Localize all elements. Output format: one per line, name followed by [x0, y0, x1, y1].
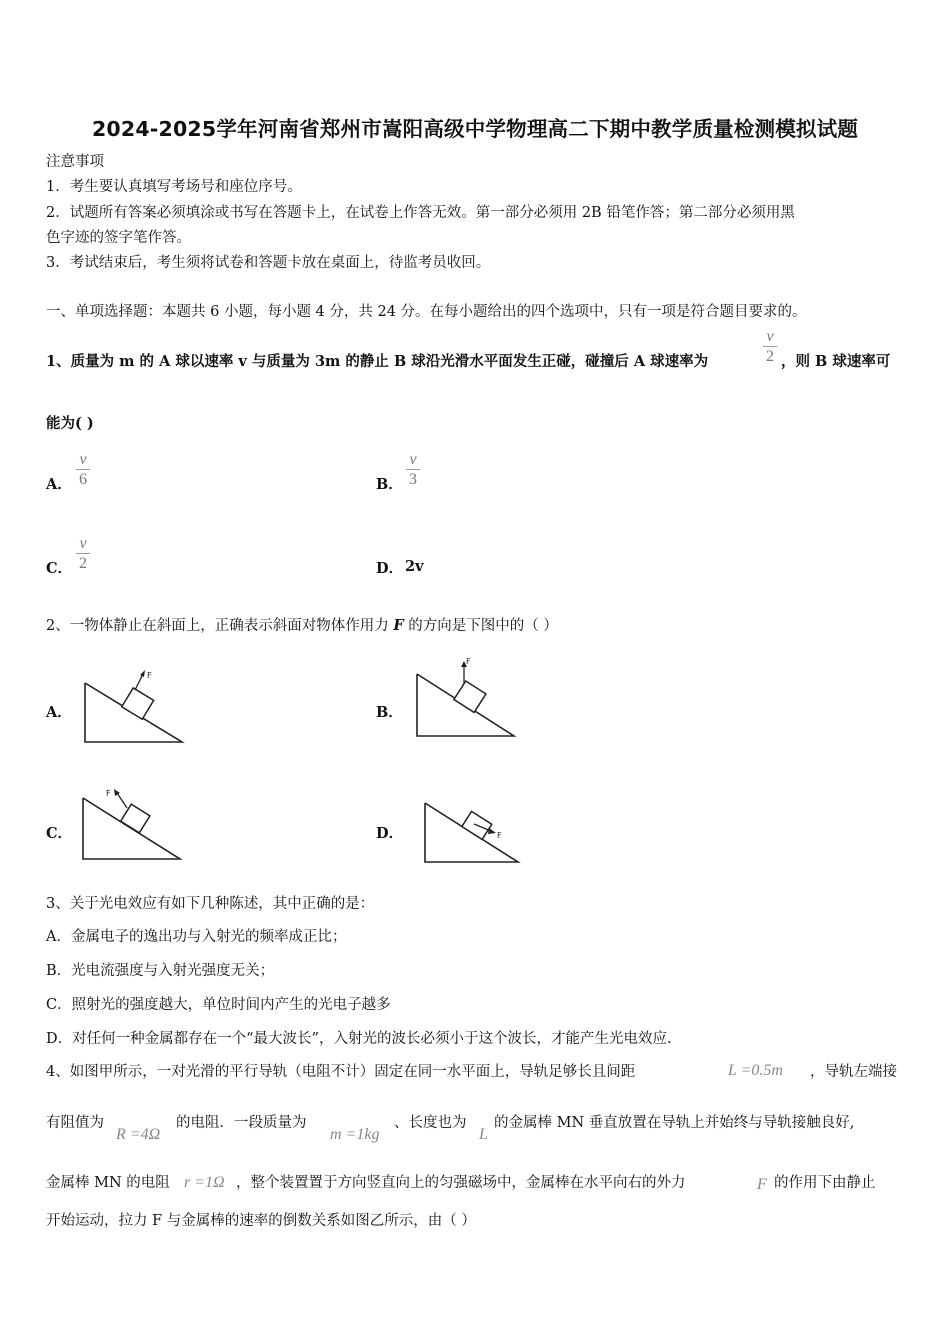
q2-option-d-label: D．	[376, 825, 404, 842]
q4-math-l: L =0.5m	[728, 1062, 783, 1079]
notice-heading: 注意事项	[46, 154, 104, 170]
q3-stem: 3、关于光电效应有如下几种陈述，其中正确的是：	[46, 896, 375, 912]
q4-math-l2: L	[479, 1126, 488, 1143]
q4-line3-part1: 金属棒 MN 的电阻	[46, 1175, 170, 1191]
q1-stem-part1: 1、质量为 m 的 A 球以速率 v 与质量为 3m 的静止 B 球沿光滑水平面发生正碰，碰撞后 A 球速率为	[46, 353, 709, 370]
q2-figure-c	[80, 784, 184, 864]
q2-figure-a	[82, 666, 186, 746]
q1-option-d-text: 2v	[405, 558, 424, 575]
q4-line2-part2: 的电阻．一段质量为	[176, 1115, 307, 1131]
q2-figure-c-force-label: F	[106, 789, 111, 798]
q3-option-a: A．金属电子的逸出功与入射光的频率成正比；	[46, 929, 347, 945]
notice-item-1: 1．考生要认真填写考场号和座位序号。	[46, 179, 302, 195]
q4-line1-part2: ，导轨左端接	[810, 1064, 897, 1080]
q2-figure-d-force-label: F	[497, 831, 502, 840]
q3-option-c: C．照射光的强度越大，单位时间内产生的光电子越多	[46, 997, 391, 1013]
q1-option-c-label: C．	[46, 560, 73, 577]
q1-option-b-fraction: v 3	[405, 451, 421, 490]
q2-figure-b-force-label: F	[466, 657, 471, 666]
q1-option-d-label: D．	[376, 560, 404, 577]
q1-option-a-fraction: v 6	[75, 451, 91, 490]
q1-option-a-label: A．	[46, 476, 72, 493]
q1-stem-line2: 能为( )	[46, 415, 94, 432]
q4-line1-part1: 4、如图甲所示，一对光滑的平行导轨（电阻不计）固定在同一水平面上，导轨足够长且间距	[46, 1064, 636, 1080]
q4-math-m: m =1kg	[330, 1126, 380, 1143]
notice-item-3: 3．考试结束后，考生须将试卷和答题卡放在桌面上，待监考员收回。	[46, 255, 491, 271]
q2-option-c-label: C．	[46, 825, 73, 842]
q4-math-f: F	[757, 1176, 767, 1193]
q4-line2-part3: 、长度也为	[394, 1115, 467, 1131]
q2-figure-b	[414, 656, 518, 740]
q4-line2-part4: 的金属棒 MN 垂直放置在导轨上并始终与导轨接触良好,	[494, 1115, 855, 1131]
q2-figure-d	[420, 798, 524, 866]
section-heading: 一、单项选择题：本题共 6 小题，每小题 4 分，共 24 分。在每小题给出的四个选项中，只有一项是符合题目要求的。	[46, 304, 807, 320]
q4-line3-part2: ，整个装置置于方向竖直向上的匀强磁场中，金属棒在水平向右的外力	[236, 1175, 686, 1191]
q2-stem: 2、一物体静止在斜面上，正确表示斜面对物体作用力 F 的方向是下图中的（ ）	[46, 617, 558, 634]
q2-option-a-label: A．	[46, 704, 72, 721]
q4-line3-part3: 的作用下由静止	[774, 1175, 876, 1191]
q4-line4: 开始运动，拉力 F 与金属棒的速率的倒数关系如图乙所示，由（ ）	[46, 1213, 476, 1229]
q1-stem-part2: ，则 B 球速率可	[781, 353, 891, 370]
notice-item-2-line2: 色字迹的签字笔作答。	[46, 230, 191, 246]
q1-stem-fraction: v 2	[762, 328, 778, 367]
q1-option-b-label: B．	[376, 476, 403, 493]
q4-line2-part1: 有阻值为	[46, 1115, 104, 1131]
q3-option-b: B．光电流强度与入射光强度无关；	[46, 963, 275, 979]
page-title: 2024-2025学年河南省郑州市嵩阳高级中学物理高二下期中教学质量检测模拟试题	[91, 117, 859, 141]
q2-figure-a-force-label: F	[147, 671, 152, 680]
q4-math-rsmall: r =1Ω	[184, 1174, 225, 1191]
notice-item-2-line1: 2．试题所有答案必须填涂或书写在答题卡上，在试卷上作答无效。第一部分必须用 2B 铅笔作答；第二部分必须用黑	[46, 205, 795, 221]
q2-option-b-label: B．	[376, 704, 403, 721]
q1-option-c-fraction: v 2	[75, 535, 91, 574]
q3-option-d: D．对任何一种金属都存在一个“最大波长”，入射光的波长必须小于这个波长，才能产生光电效应.	[46, 1031, 672, 1047]
q4-math-r: R =4Ω	[116, 1126, 161, 1143]
